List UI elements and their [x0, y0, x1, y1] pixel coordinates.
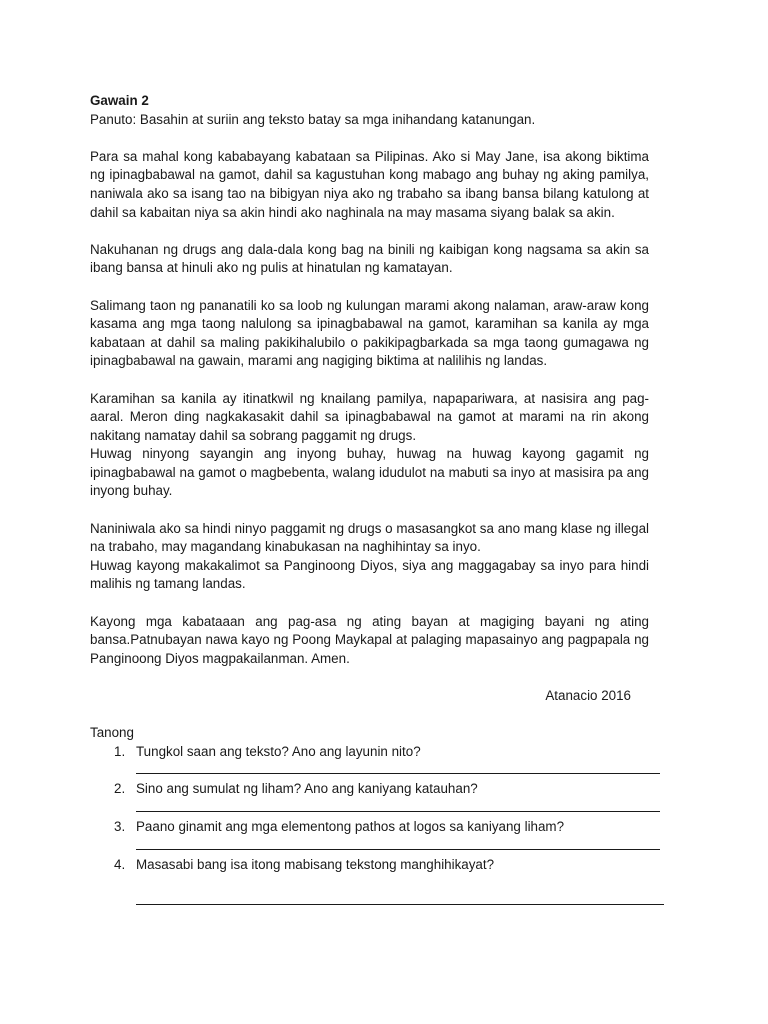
question-item: [90, 818, 649, 850]
instruction-text: Panuto: Basahin at suriin ang teksto batay sa mga inihandang katanungan.: [90, 111, 536, 127]
document-page: [90, 92, 649, 911]
question-number: 4.: [114, 856, 126, 872]
question-item: [90, 743, 649, 775]
spacer: [90, 371, 649, 390]
question-text: Paano ginamit ang mga elementong pathos at logos sa kaniyang liham?: [136, 818, 565, 834]
letter-paragraph: Huwag ninyong sayangin ang inyong buhay, huwag na huwag kayong gagamit ng ipinagbabawal na gamot o magbebenta, walang idudulot na mabuti sa inyo at masisira pa ang inyong buhay.: [90, 446, 649, 499]
letter-paragraph: Naniniwala ako sa hindi ninyo paggamit ng drugs o masasangkot sa ano mang klase ng illegal na trabaho, may magandang kinabukasan na naghihintay sa inyo.: [90, 520, 649, 555]
letter-paragraph: Para sa mahal kong kababayang kabataan sa Pilipinas. Ako si May Jane, isa akong biktima ng ipinagbabawal na gamot, dahil sa kagustuhan kong mabago ang buhay ng aking pamilya, naniwala ako sa isang tao na bibigyan niya ako ng trabaho sa ibang bansa bilang katulong at dahil sa kabaitan niya sa akin hindi ako naghinala na may masama siyang balak sa akin.: [90, 148, 649, 220]
activity-title: Gawain 2: [90, 93, 149, 108]
question-text: Masasabi bang isa itong mabisang tekstong manghihikayat?: [136, 856, 495, 872]
question-number: 1.: [114, 743, 126, 759]
spacer: [90, 129, 649, 148]
question-text: Tungkol saan ang teksto? Ano ang layunin nito?: [136, 743, 421, 759]
spacer: [90, 668, 649, 687]
answer-line[interactable]: [136, 799, 660, 812]
answer-line[interactable]: [136, 761, 660, 774]
letter-paragraph: Kayong mga kabataaan ang pag-asa ng ating bayan at magiging bayani ng ating bansa.Patnubayan nawa kayo ng Poong Maykapal at palaging mapasainyo ang pagpapala ng Panginoong Diyos magpakailanman. Amen.: [90, 613, 649, 666]
question-text: Sino ang sumulat ng liham? Ano ang kaniyang katauhan?: [136, 781, 478, 797]
spacer: [90, 706, 649, 725]
question-item: [90, 780, 649, 812]
letter-paragraph: Karamihan sa kanila ay itinatkwil ng knailang pamilya, napapariwara, at nasisira ang pag-aaral. Meron ding nagkakasakit dahil sa ipinagbabawal na gamot at marami na rin akong nakitang namatay dahil sa sobrang paggamit ng drugs.: [90, 390, 649, 443]
spacer: [90, 594, 649, 613]
questions-list: [90, 743, 649, 905]
letter-paragraph: Salimang taon ng pananatili ko sa loob ng kulungan marami akong nalaman, araw-araw kong kasama ang mga taong nalulong sa ipinagbabawal na gamot, karamihan sa kanila ay mga kabataan at dahil sa maling pakikihalubilo o pakikipagbarkada sa mga taong gumagawa ng ipinagbabawal na gawain, marami ang nagiging biktima at nalilihis ng landas.: [90, 297, 649, 369]
answer-line[interactable]: [136, 874, 664, 905]
letter-paragraph: Huwag kayong makakalimot sa Panginoong Diyos, siya ang maggagabay sa inyo para hindi malihis ng tamang landas.: [90, 557, 649, 592]
question-item: [90, 856, 649, 906]
spacer: [90, 501, 649, 520]
letter-paragraph: Nakuhanan ng drugs ang dala-dala kong bag na binili ng kaibigan kong nagsama sa akin sa ibang bansa at hinuli ako ng pulis at hinatulan ng kamatayan.: [90, 241, 649, 276]
question-number: 3.: [114, 818, 126, 834]
answer-line[interactable]: [136, 837, 660, 850]
question-number: 2.: [114, 781, 126, 797]
spacer: [90, 278, 649, 297]
questions-heading: Tanong: [90, 725, 134, 741]
signature-line: Atanacio 2016: [545, 688, 631, 703]
spacer: [90, 222, 649, 241]
